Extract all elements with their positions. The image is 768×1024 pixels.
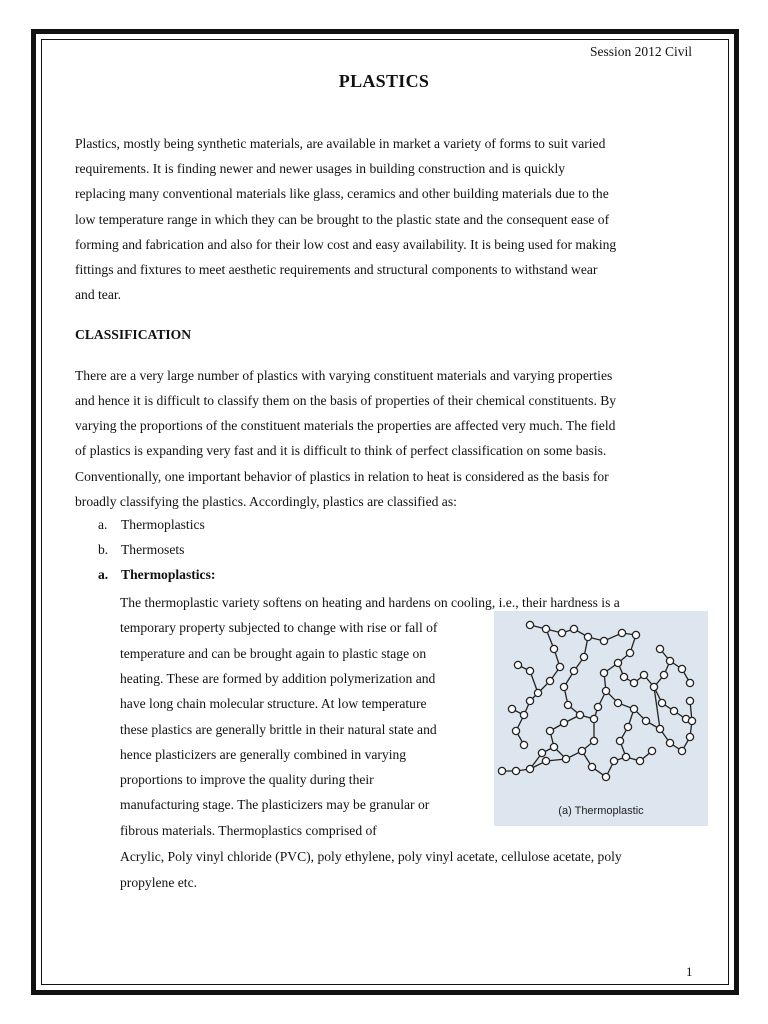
wrapped-line: proportions to improve the quality during their <box>120 772 374 787</box>
classification-line: of plastics is expanding very fast and it is difficult to think of perfect classification on some basis. <box>75 443 607 458</box>
page-number: 1 <box>686 964 693 979</box>
intro-line: forming and fabrication and also for their low cost and easy availability. It is being used for making <box>75 237 617 252</box>
list-marker: b. <box>98 542 109 557</box>
thermoplastic-figure <box>494 611 708 826</box>
section-heading: Thermoplastics: <box>121 567 216 582</box>
classification-line: varying the proportions of the constituent materials the properties are affected very much. The field <box>75 418 616 433</box>
classification-heading: CLASSIFICATION <box>75 327 192 342</box>
polymer-chain-diagram <box>494 611 708 806</box>
classification-line: broadly classifying the plastics. Accordingly, plastics are classified as: <box>75 494 457 509</box>
wrapped-line: heating. These are formed by addition polymerization and <box>120 671 436 686</box>
list-label: Thermosets <box>121 542 185 557</box>
list-item-thermosets <box>98 542 184 558</box>
wrapped-line: manufacturing stage. The plasticizers may be granular or <box>120 797 430 812</box>
wrapped-line: temporary property subjected to change with rise or fall of <box>120 620 438 635</box>
thermoplastics-heading <box>98 567 215 583</box>
thermoplastics-first-line: The thermoplastic variety softens on heating and hardens on cooling, i.e., their hardness is a <box>120 595 620 610</box>
list-label: Thermoplastics <box>121 517 205 532</box>
thermoplastics-tail-line: propylene etc. <box>120 875 197 890</box>
wrapped-line: temperature and can be brought again to plastic stage on <box>120 646 427 661</box>
intro-line: replacing many conventional materials like glass, ceramics and other building materials due to the <box>75 186 609 201</box>
wrapped-line: have long chain molecular structure. At low temperature <box>120 696 427 711</box>
page-title: PLASTICS <box>338 71 430 91</box>
thermoplastics-tail-line: Acrylic, Poly vinyl chloride (PVC), poly ethylene, poly vinyl acetate, cellulose acetate, poly <box>120 849 622 864</box>
list-marker: a. <box>98 517 108 532</box>
session-header: Session 2012 Civil <box>589 44 692 59</box>
intro-line: fittings and fixtures to meet aesthetic requirements and structural components to withstand wear <box>75 262 598 277</box>
list-marker: a. <box>98 567 109 582</box>
classification-line: Conventionally, one important behavior of plastics in relation to heat is considered as the basis for <box>75 469 609 484</box>
wrapped-line: hence plasticizers are generally combined in varying <box>120 747 407 762</box>
intro-line: low temperature range in which they can be brought to the plastic state and the consequent ease of <box>75 212 610 227</box>
chain-atoms <box>498 621 695 780</box>
figure-caption: (a) Thermoplastic <box>558 805 644 817</box>
wrapped-line: fibrous materials. Thermoplastics comprised of <box>120 823 377 838</box>
classification-line: There are a very large number of plastics with varying constituent materials and varying properties <box>75 368 613 383</box>
intro-line: requirements. It is finding newer and newer usages in building construction and is quickly <box>75 161 566 176</box>
intro-line: Plastics, mostly being synthetic materials, are available in market a variety of forms to suit varied <box>75 136 606 151</box>
wrapped-line: these plastics are generally brittle in their natural state and <box>120 722 437 737</box>
list-item-thermoplastics <box>98 517 205 533</box>
intro-line: and tear. <box>75 287 122 302</box>
classification-line: and hence it is difficult to classify them on the basis of properties of their chemical constituents. By <box>75 393 617 408</box>
